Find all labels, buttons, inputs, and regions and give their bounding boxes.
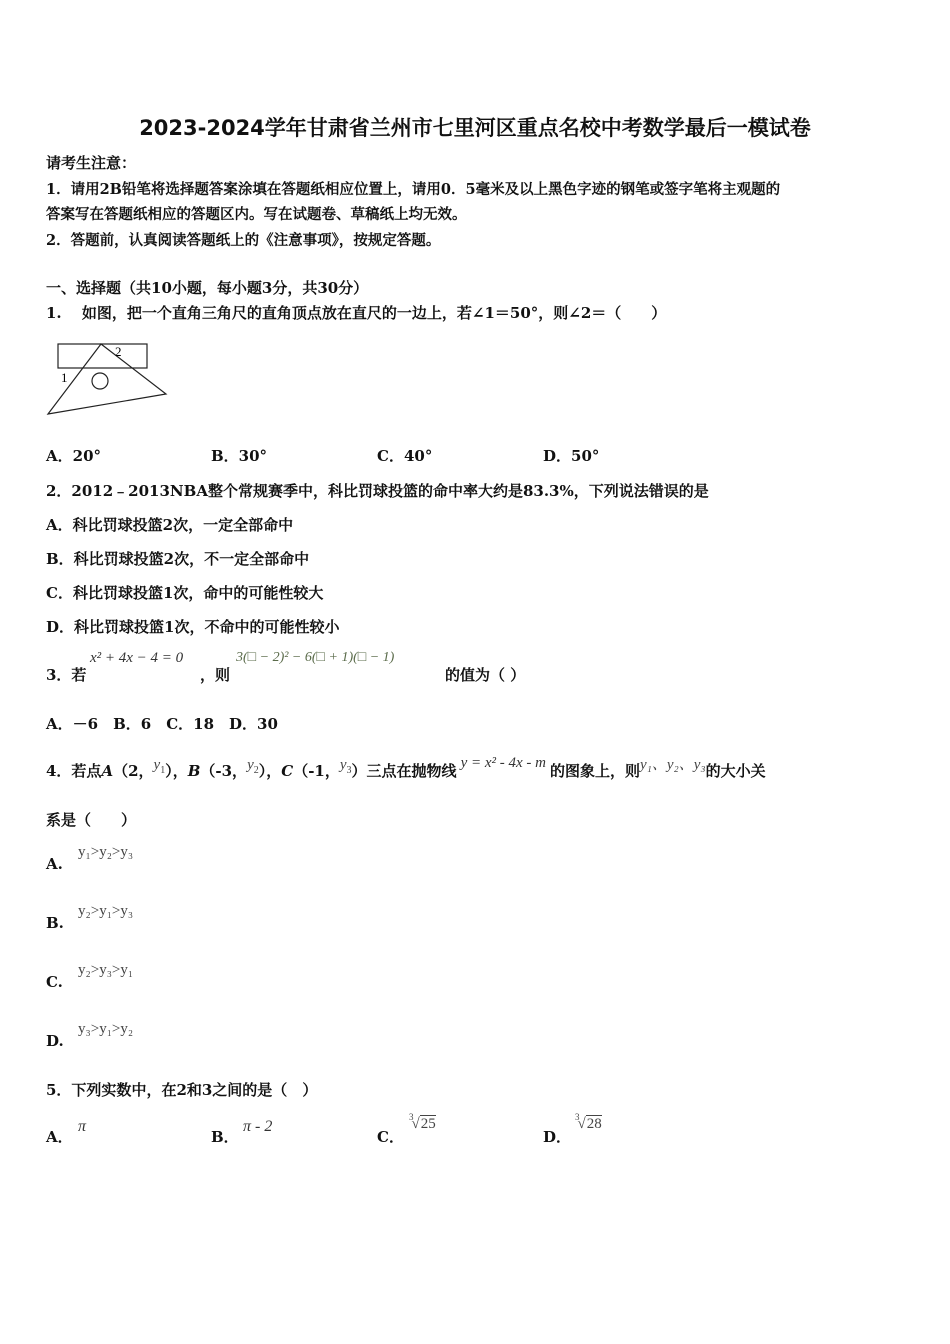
- notice-line-2: 答案写在答题纸相应的答题区内。写在试题卷、草稿纸上均无效。: [46, 206, 467, 223]
- angle-1-label: 1: [61, 370, 68, 385]
- q5-option-d: $^3$√28: [575, 1112, 602, 1132]
- y3-sub: 3: [346, 765, 352, 776]
- q1-figure: [44, 340, 172, 420]
- q4-text-8: 的图象上，则: [549, 762, 640, 780]
- point-b: B: [187, 762, 201, 780]
- q1-stem: 1. 如图，把一个直角三角尺的直角顶点放在直尺的一边上，若∠1＝50°，则∠2＝（ ）: [46, 304, 667, 322]
- q2-option-d: D．科比罚球投篮1次，不命中的可能性较小: [46, 618, 340, 636]
- q4-text-5: ），: [258, 762, 282, 780]
- q4-option-d: y₃>y₁>y₂: [78, 1021, 134, 1037]
- q4-text-4: （-3，: [200, 762, 248, 780]
- q5-option-b: π - 2: [243, 1118, 273, 1135]
- triangle-hole: [92, 373, 108, 389]
- notice-heading: 请考生注意：: [46, 154, 137, 172]
- q3-prefix: 3．若: [46, 666, 87, 684]
- y3-symbol: y: [339, 757, 347, 773]
- section-heading: 一、选择题（共10小题，每小题3分，共30分）: [46, 279, 369, 297]
- y2-sub: 2: [253, 765, 259, 776]
- q1-option-d: D．50°: [543, 447, 600, 465]
- q4-text-3: ），: [165, 762, 188, 780]
- cube-root-index-c: 3: [409, 1112, 414, 1122]
- q4-option-b-label: B.: [46, 914, 64, 932]
- q5-option-c-label: C．: [377, 1128, 404, 1146]
- q3-mid: ，则: [200, 666, 231, 684]
- y1-sub: 1: [160, 765, 166, 776]
- notice-line-3: 2．答题前，认真阅读答题纸上的《注意事项》，按规定答题。: [46, 232, 441, 249]
- angle-2-label: 2: [115, 344, 122, 359]
- q2-option-a: A．科比罚球投篮2次，一定全部命中: [46, 516, 294, 534]
- q4-option-a-label: A.: [46, 855, 63, 873]
- q4-option-b: y₂>y₁>y₃: [78, 903, 134, 919]
- page-title: 2023-2024学年甘肃省兰州市七里河区重点名校中考数学最后一模试卷: [139, 116, 811, 140]
- q1-option-c: C．40°: [377, 447, 433, 465]
- ruler-shape: [58, 344, 147, 368]
- q5-option-c: $^3$√25: [409, 1112, 436, 1132]
- y-list: y₁、y₂、y₃: [640, 757, 706, 773]
- q4-option-a: y₁>y₂>y₃: [78, 844, 134, 860]
- q5-option-a-label: A．: [46, 1128, 73, 1146]
- parabola-equation: y = x² - 4x - m: [460, 755, 546, 771]
- q4-option-d-label: D.: [46, 1032, 64, 1050]
- notice-line-1: 1．请用2B铅笔将选择题答案涂填在答题纸相应位置上，请用0．5毫米及以上黑色字迹的钢笔或签字笔将主观题的: [46, 181, 781, 198]
- q2-option-b: B．科比罚球投篮2次，不一定全部命中: [46, 550, 310, 568]
- q3-expression: 3(□ − 2)² − 6(□ + 1)(□ − 1): [236, 650, 395, 665]
- q1-option-b: B．30°: [211, 447, 268, 465]
- q4-text-9: 的大小关: [705, 762, 766, 780]
- q4-text-1: 4．若点: [46, 762, 102, 780]
- q1-option-a: A．20°: [46, 447, 102, 465]
- q3-options: A．－6 B．6 C．18 D．30: [46, 715, 278, 733]
- q5-option-d-label: D．: [543, 1128, 572, 1146]
- q5-stem: 5．下列实数中，在2和3之间的是（ ）: [46, 1081, 318, 1099]
- q4-text-6: （-1，: [293, 762, 340, 780]
- radicand-c: 25: [420, 1116, 436, 1132]
- q5-option-a: π: [78, 1118, 87, 1135]
- q5-option-b-label: B．: [211, 1128, 239, 1146]
- q2-option-c: C．科比罚球投篮1次，命中的可能性较大: [46, 584, 324, 602]
- q4-stem-line2: 系是（ ）: [46, 811, 137, 829]
- point-a: A: [101, 762, 114, 780]
- point-c: C: [281, 762, 294, 780]
- q3-equation: x² + 4x − 4 = 0: [90, 650, 184, 666]
- q4-option-c-label: C.: [46, 973, 63, 991]
- radicand-d: 28: [586, 1116, 602, 1132]
- cube-root-index-d: 3: [575, 1112, 580, 1122]
- y1-symbol: y: [153, 757, 161, 773]
- q4-text-7: ）三点在抛物线: [351, 762, 457, 780]
- q3-suffix: 的值为（ ）: [445, 666, 526, 684]
- q4-text-2: （2，: [113, 762, 154, 780]
- q4-option-c: y₂>y₃>y₁: [78, 962, 134, 978]
- q2-stem: 2．2012﹣2013NBA整个常规赛季中，科比罚球投篮的命中率大约是83.3%，下列说法错误的是: [46, 482, 709, 500]
- q4-stem-line1: [46, 755, 766, 783]
- y2-symbol: y: [247, 757, 254, 773]
